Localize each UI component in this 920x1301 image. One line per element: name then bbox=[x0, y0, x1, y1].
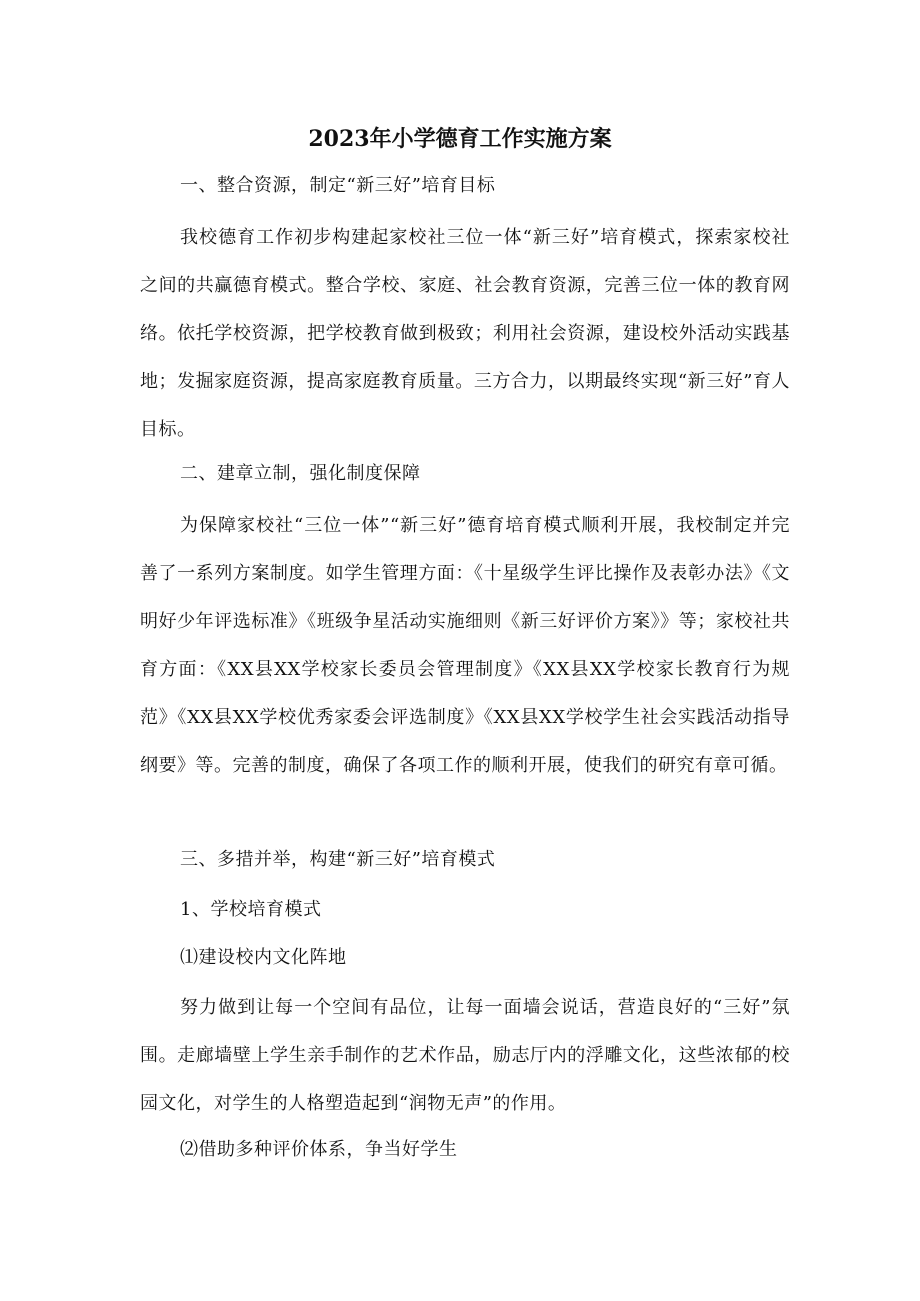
document-title: 2023年小学德育工作实施方案 bbox=[308, 126, 612, 152]
section1-paragraph: 我校德育工作初步构建起家校社三位一体“新三好”培育模式，探索家校社之间的共赢德育模式。整合学校、家庭、社会教育资源，完善三位一体的教育网络。依托学校资源，把学校教育做到极致；利用社会资源，建设校外活动实践基地；发掘家庭资源，提高家庭教育质量。三方合力，以期最终实现“新三好”育人目标。 bbox=[140, 227, 790, 440]
section2-paragraph: 为保障家校社“三位一体”“新三好”德育培育模式顺利开展，我校制定并完善了一系列方案制度。如学生管理方面：《十星级学生评比操作及表彰办法》《文明好少年评选标准》《班级争星活动实施细则《新三好评价方案》》等；家校社共育方面：《XX县XX学校家长委员会管理制度》《XX县XX学校家长教育行为规范》《XX县XX学校优秀家委会评选制度》《XX县XX学校学生社会实践活动指导纲要》等。完善的制度，确保了各项工作的顺利开展，使我们的研究有章可循。 bbox=[140, 515, 790, 776]
section3-heading: 三、多措并举，构建“新三好”培育模式 bbox=[180, 849, 496, 870]
subsection1-1-paragraph: 努力做到让每一个空间有品位，让每一面墙会说话，营造良好的“三好”氛围。走廊墙壁上学生亲手制作的艺术作品，励志厅内的浮雕文化，这些浓郁的校园文化，对学生的人格塑造起到“润物无声”的作用。 bbox=[140, 997, 790, 1114]
subsection1-1-heading: ⑴建设校内文化阵地 bbox=[180, 947, 347, 968]
subsection1-heading: 1、学校培育模式 bbox=[180, 899, 322, 920]
section1-heading: 一、整合资源，制定“新三好”培育目标 bbox=[180, 175, 496, 196]
subsection1-2-heading: ⑵借助多种评价体系，争当好学生 bbox=[180, 1139, 458, 1160]
section2-heading: 二、建章立制，强化制度保障 bbox=[180, 463, 421, 484]
